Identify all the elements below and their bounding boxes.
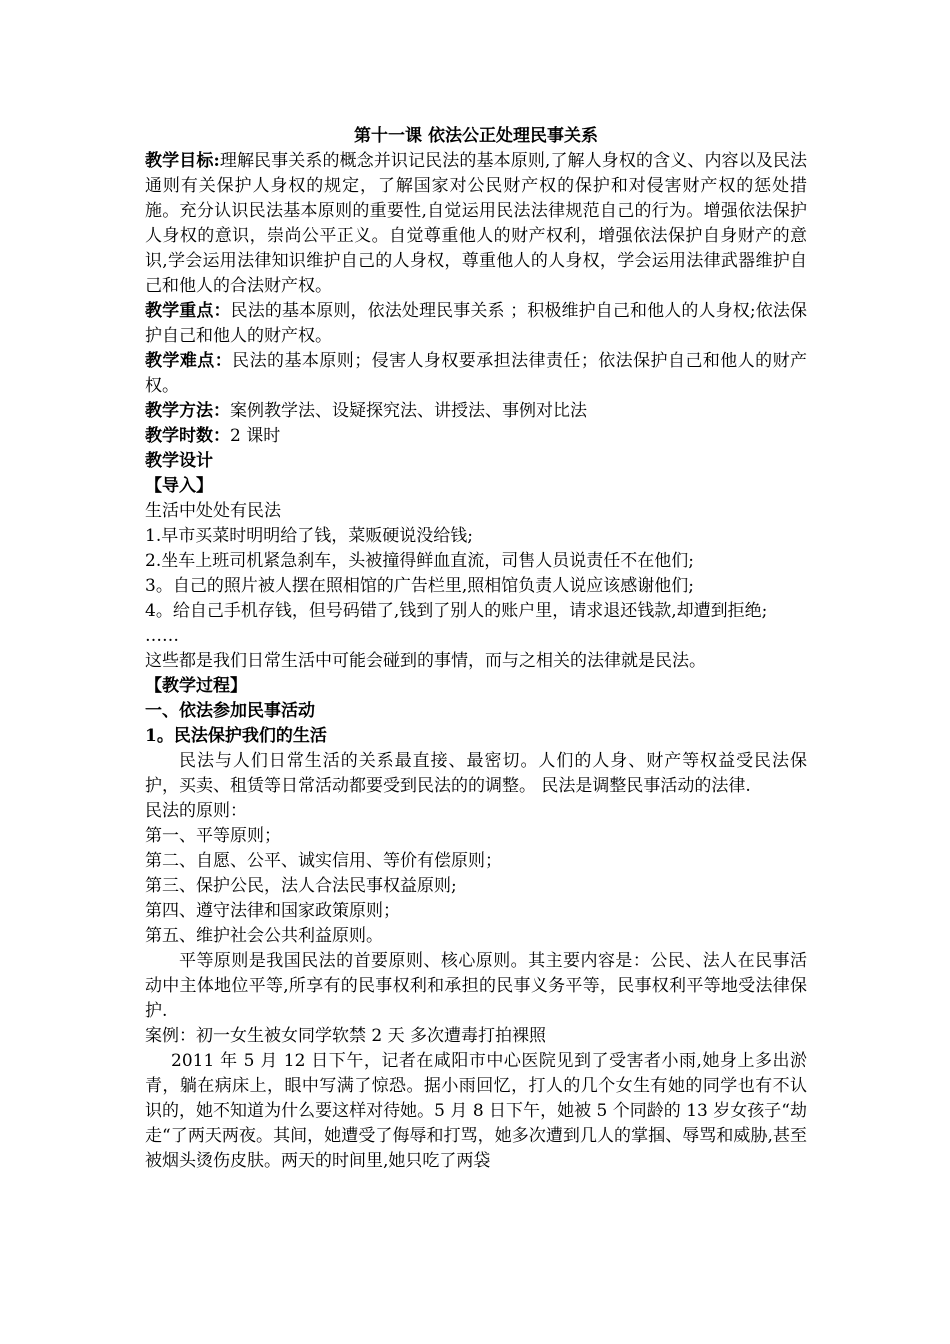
intro-line: 这些都是我们日常生活中可能会碰到的事情，而与之相关的法律就是民法。 xyxy=(145,651,706,671)
document-title: 第十一课 依法公正处理民事关系 xyxy=(354,126,598,146)
difficulty-label: 教学难点： xyxy=(145,351,233,371)
key-label: 教学重点： xyxy=(145,301,231,321)
teaching-hours xyxy=(145,424,807,449)
hours-label: 教学时数： xyxy=(145,426,230,446)
hours-text: 2 课时 xyxy=(230,426,281,446)
paragraph: 民法与人们日常生活的关系最直接、最密切。人们的人身、财产等权益受民法保护，买卖、租赁等日常活动都要受到民法的的调整。 民法是调整民事活动的法律. xyxy=(145,751,807,796)
intro-line: 4。给自己手机存钱，但号码错了,钱到了别人的账户里，请求退还钱款,却遭到拒绝; xyxy=(145,601,768,621)
teaching-objective xyxy=(145,149,807,299)
teaching-key-points xyxy=(145,299,807,349)
document-page xyxy=(145,124,807,1174)
principle-item: 第四、遵守法律和国家政策原则； xyxy=(145,901,400,921)
principle-item: 第五、维护社会公共利益原则。 xyxy=(145,926,383,946)
intro-line: 1.早市买菜时明明给了钱，菜贩硬说没给钱; xyxy=(145,526,473,546)
intro-heading: 【导入】 xyxy=(145,476,213,496)
principle-item: 第三、保护公民，法人合法民事权益原则; xyxy=(145,876,457,896)
subsection1-heading: 1。民法保护我们的生活 xyxy=(145,726,327,746)
difficulty-text: 民法的基本原则；侵害人身权要承担法律责任；依法保护自己和他人的财产权。 xyxy=(145,351,808,396)
case-title: 案例：初一女生被女同学软禁 2 天 多次遭毒打拍裸照 xyxy=(145,1026,547,1046)
process-heading: 【教学过程】 xyxy=(145,676,247,696)
intro-line: …… xyxy=(145,626,179,646)
principles-heading: 民法的原则： xyxy=(145,801,247,821)
principle-item: 第一、平等原则； xyxy=(145,826,281,846)
method-label: 教学方法： xyxy=(145,401,230,421)
section1-heading: 一、依法参加民事活动 xyxy=(145,701,315,721)
objective-text: 理解民事关系的概念并识记民法的基本原则,了解人身权的含义、内容以及民法通则有关保护人身权的规定，了解国家对公民财产权的保护和对侵害财产权的惩处措施。充分认识民法基本原则的重要性,自觉运用民法法律规范自己的行为。增强依法保护人身权的意识，崇尚公平正义。自觉尊重他人的财产权利，增强依法保护自身财产的意识,学会运用法律知识维护自己的人身权，尊重他人的人身权，学会运用法律武器维护自己和他人的合法财产权。 xyxy=(145,151,807,296)
paragraph: 平等原则是我国民法的首要原则、核心原则。其主要内容是：公民、法人在民事活动中主体地位平等,所享有的民事权利和承担的民事义务平等，民事权利平等地受法律保护. xyxy=(145,951,807,1021)
intro-line: 生活中处处有民法 xyxy=(145,501,281,521)
case-text: 2011 年 5 月 12 日下午，记者在咸阳市中心医院见到了受害者小雨,她身上多出淤青，躺在病床上，眼中写满了惊恐。据小雨回忆，打人的几个女生有她的同学也有不认识的，她不知道为什么要这样对待她。5 月 8 日下午，她被 5 个同龄的 13 岁女孩子“劫走“了两天两夜。其间，她遭受了侮辱和打骂，她多次遭到几人的掌掴、辱骂和威胁,甚至被烟头烫伤皮肤。两天的时间里,她只吃了两袋 xyxy=(145,1051,807,1171)
objective-label: 教学目标: xyxy=(145,151,220,171)
teaching-methods xyxy=(145,399,807,424)
key-text: 民法的基本原则，依法处理民事关系 ；积极维护自己和他人的人身权;依法保护自己和他人的财产权。 xyxy=(145,301,807,346)
intro-line: 2.坐车上班司机紧急刹车，头被撞得鲜血直流，司售人员说责任不在他们; xyxy=(145,551,694,571)
principle-item: 第二、自愿、公平、诚实信用、等价有偿原则； xyxy=(145,851,502,871)
method-text: 案例教学法、设疑探究法、讲授法、事例对比法 xyxy=(230,401,587,421)
intro-line: 3。自己的照片被人摆在照相馆的广告栏里,照相馆负责人说应该感谢他们; xyxy=(145,576,694,596)
teaching-difficulties xyxy=(145,349,807,399)
design-heading: 教学设计 xyxy=(145,451,213,471)
